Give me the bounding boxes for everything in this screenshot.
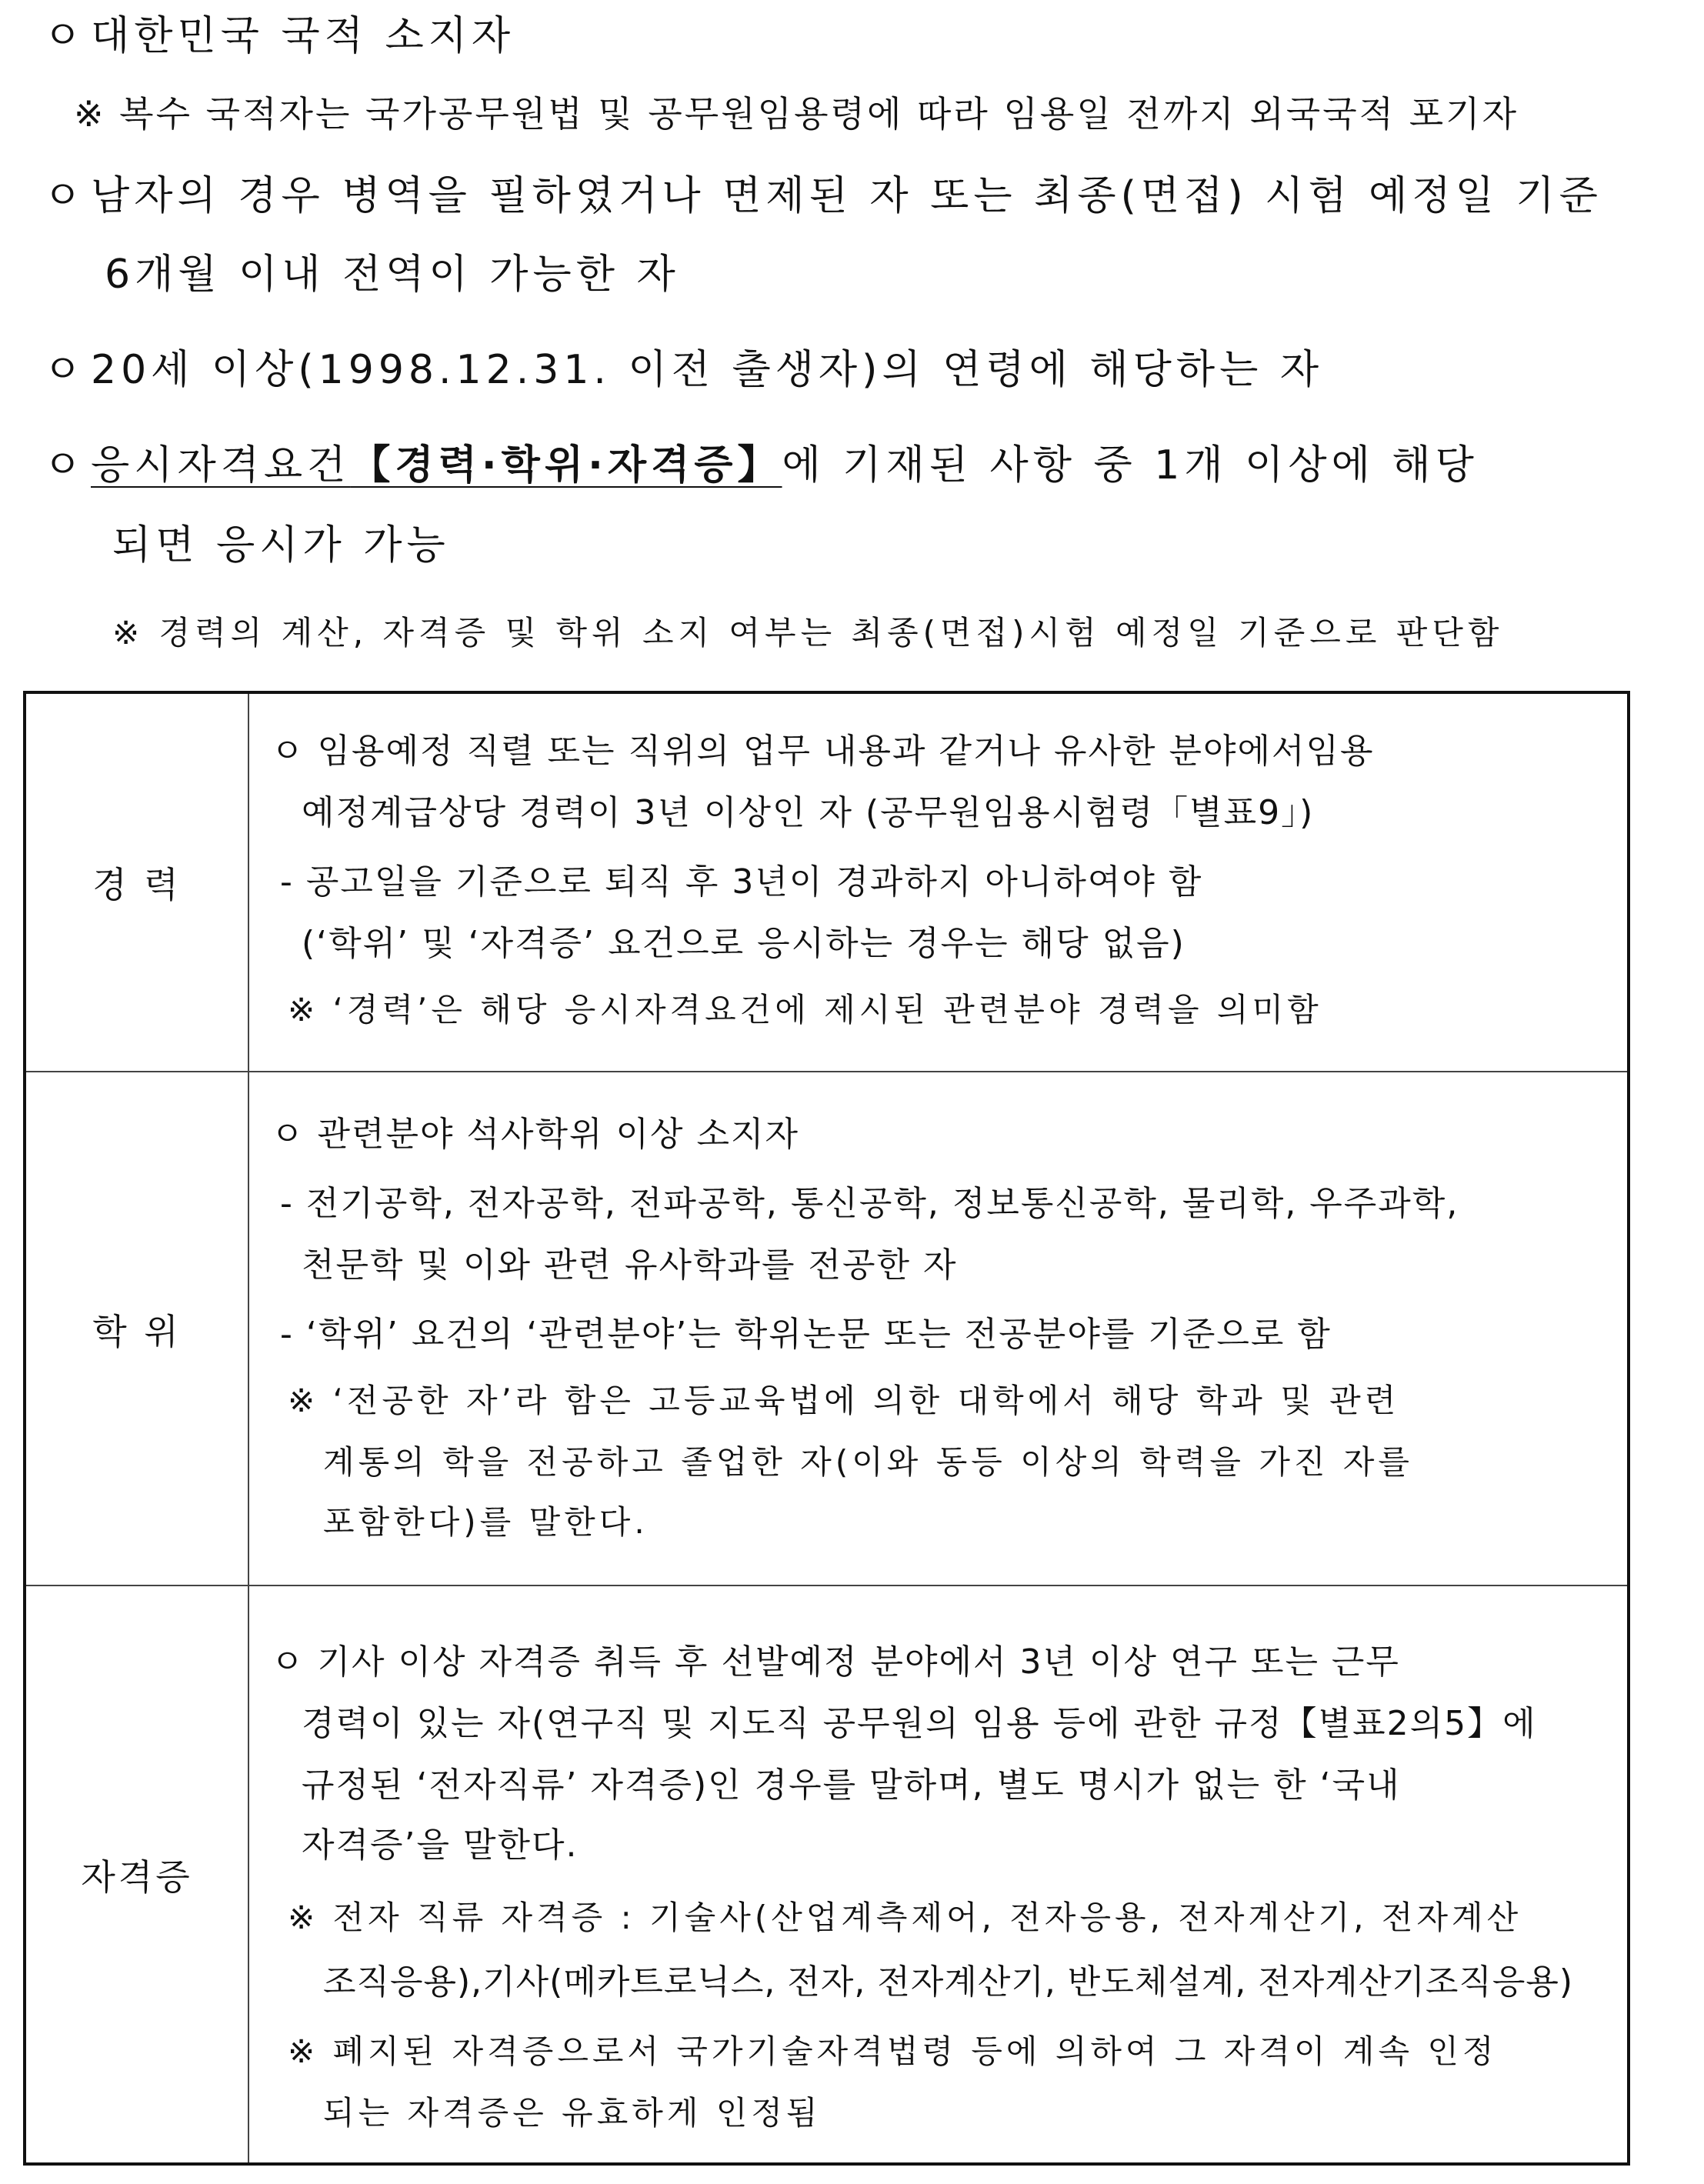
item-age-text: 20세 이상(1998.12.31. 이전 출생자)의 연령에 해당하는 자 [91,347,1324,393]
career-line2: 예정계급상당 경력이 3년 이상인 자 (공무원임용시험령「별표9」) [302,793,1315,832]
degree-line3: 천문학 및 이와 관련 유사학과를 전공한 자 [302,1245,958,1285]
item-requirements-line2: 되면 응시가 가능 [112,522,450,569]
license-content [249,1586,1627,2162]
career-note: ※ ‘경력’은 해당 응시자격요건에 제시된 관련분야 경력을 의미함 [288,991,1322,1029]
item-requirements [43,432,1479,490]
bullet-icon: ㅇ [43,13,87,59]
license-note1-line1: ※ 전자 직류 자격증 : 기술사(산업계측제어, 전자응용, 전자계산기, 전자계산 [288,1899,1522,1936]
license-label: 자격증 [26,1586,249,2162]
career-line1: ㅇ 임용예정 직렬 또는 직위의 업무 내용과 같거나 유사한 분야에서임용 [271,732,1375,771]
requirements-underlined [91,442,782,488]
table-row-license [26,1585,1627,2162]
career-content [249,694,1627,1071]
bullet-icon: ㅇ [43,173,87,219]
requirements-suffix: 에 기재된 사항 중 1개 이상에 해당 [782,442,1479,488]
item-age [43,337,1323,395]
degree-note-line3: 포함한다)를 말한다. [323,1503,649,1541]
requirements-prefix: 응시자격요건 [91,442,351,488]
bullet-icon: ㅇ [43,442,87,488]
degree-line1: ㅇ 관련분야 석사학위 이상 소지자 [271,1115,799,1154]
item-military-text-line2: 6개월 이내 전역이 가능한 자 [105,252,680,298]
license-line1: ㅇ 기사 이상 자격증 취득 후 선발예정 분야에서 3년 이상 연구 또는 근무 [271,1642,1400,1682]
table-row-career [26,694,1627,1071]
license-line3: 규정된 ‘전자직류’ 자격증)인 경우를 말하며, 별도 명시가 없는 한 ‘국내 [302,1766,1401,1805]
requirements-bracket: 【경력·학위·자격증】 [350,442,782,488]
career-label: 경 력 [26,694,249,1071]
degree-label: 학 위 [26,1072,249,1586]
license-note2-line1: ※ 폐지된 자격증으로서 국가기술자격법령 등에 의하여 그 자격이 계속 인정 [288,2032,1498,2070]
item-military [43,163,1602,221]
degree-content [249,1072,1627,1586]
item-requirements-note: ※ 경력의 계산, 자격증 및 학위 소지 여부는 최종(면접)시험 예정일 기준으로 판단함 [112,614,1504,652]
degree-note-line1: ※ ‘전공한 자’라 함은 고등교육법에 의한 대학에서 해당 학과 및 관련 [288,1382,1400,1419]
requirements-table [23,691,1630,2166]
degree-line2: - 전기공학, 전자공학, 전파공학, 통신공학, 정보통신공학, 물리학, 우주과학, [280,1184,1459,1223]
table-row-degree [26,1071,1627,1586]
degree-line4: - ‘학위’ 요건의 ‘관련분야’는 학위논문 또는 전공분야를 기준으로 함 [280,1315,1332,1354]
license-line4: 자격증’을 말한다. [302,1826,579,1865]
license-note2-line2: 되는 자격증은 유효하게 인정됨 [323,2094,822,2132]
item-nationality-text: 대한민국 국적 소지자 [91,13,515,59]
career-line4: (‘학위’ 및 ‘자격증’ 요건으로 응시하는 경우는 해당 없음) [302,924,1185,963]
item-nationality-note: ※ 복수 국적자는 국가공무원법 및 공무원임용령에 따라 임용일 전까지 외국국적 포기자 [74,93,1519,135]
degree-note-line2: 계통의 학을 전공하고 졸업한 자(이와 동등 이상의 학력을 가진 자를 [323,1443,1413,1481]
license-note1-line2: 조직응용),기사(메카트로닉스, 전자, 전자계산기, 반도체설계, 전자계산기조직응용) [323,1962,1574,2002]
item-nationality [43,3,515,61]
career-line3: - 공고일을 기준으로 퇴직 후 3년이 경과하지 아니하여야 함 [280,862,1203,902]
license-line2: 경력이 있는 자(연구직 및 지도직 공무원의 임용 등에 관한 규정【별표2의5】에 [302,1704,1537,1743]
bullet-icon: ㅇ [43,347,87,393]
item-military-text-line1: 남자의 경우 병역을 필하였거나 면제된 자 또는 최종(면접) 시험 예정일 기준 [91,173,1602,219]
